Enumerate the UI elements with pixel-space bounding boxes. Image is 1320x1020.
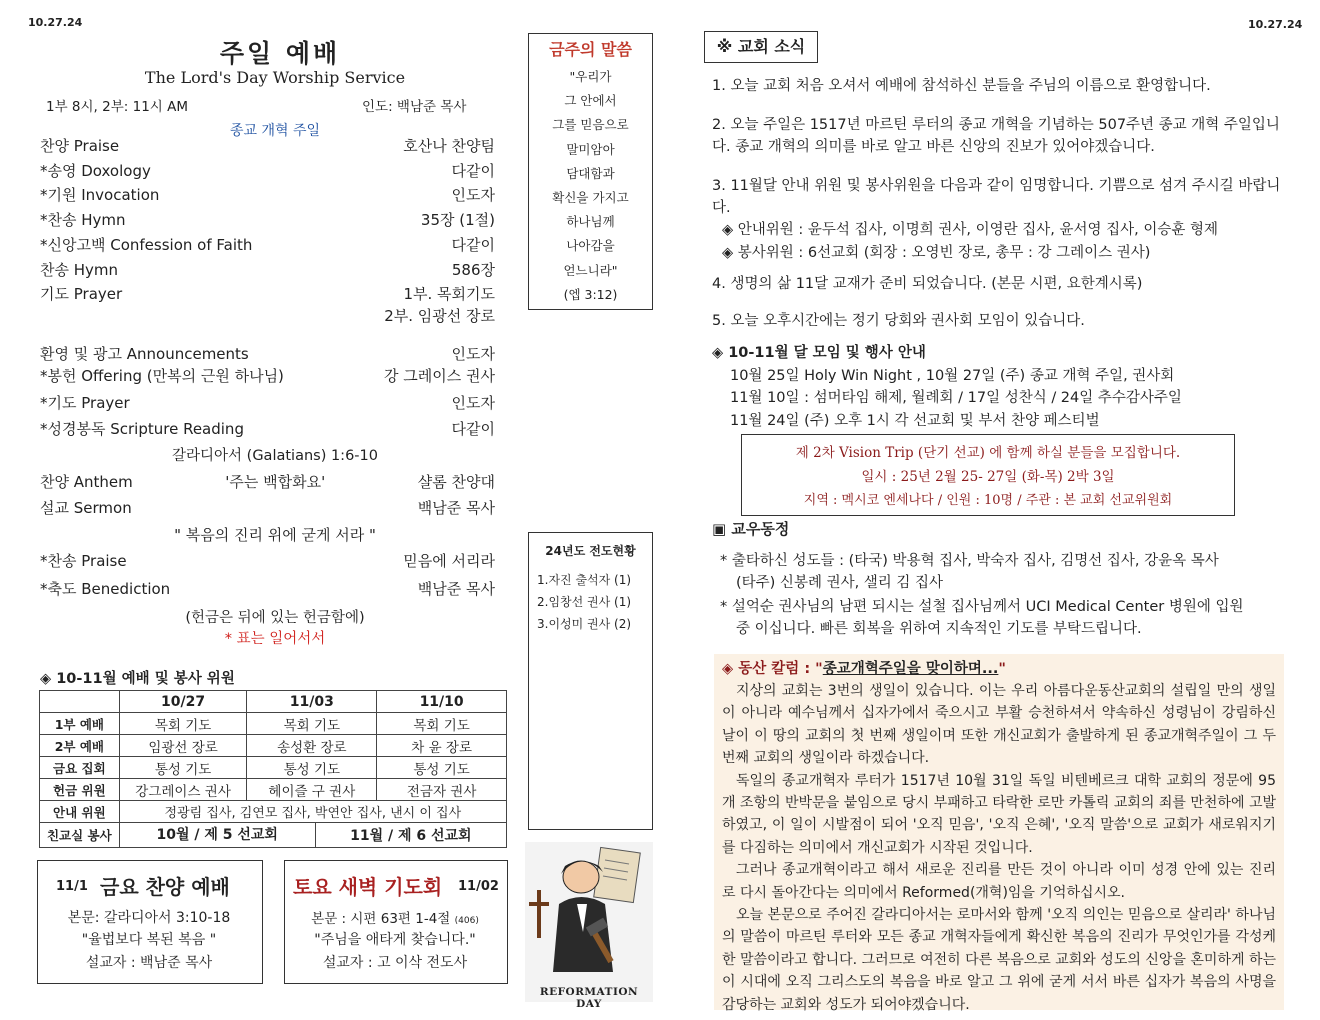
saturday-theme: "주님을 애타게 찾습니다." xyxy=(314,932,476,948)
reformation-day-illustration xyxy=(525,842,653,1010)
pastor-column xyxy=(714,654,1284,1013)
service-theme: 종교 개혁 주일 xyxy=(229,123,321,139)
friday-service-box xyxy=(37,860,263,984)
order-row: *기원 Invocation 인도자 xyxy=(40,186,495,204)
church-news-heading: ※ 교회 소식 xyxy=(704,31,818,63)
saturday-date: 11/02 xyxy=(458,879,499,894)
date-left: 10.27.24 xyxy=(28,16,83,29)
event-line: 10월 25일 Holy Win Night , 10월 27일 (주) 종교 개혁 주일, 권사회 xyxy=(730,368,1175,384)
duty-heading: ◈ 10-11월 예배 및 봉사 위원 xyxy=(40,671,235,687)
news-item: 5. 오늘 오후시간에는 정기 당회와 권사회 모임이 있습니다. xyxy=(712,313,1085,329)
weekly-verse-title: 금주의 말씀 xyxy=(549,40,632,59)
table-row: 안내 위원 정광림 집사, 김연모 집사, 박연안 집사, 낸시 이 집사 xyxy=(40,801,507,823)
members-line: 중 이십니다. 빠른 회복을 위하여 지속적인 기도를 부탁드립니다. xyxy=(736,621,1142,637)
event-line: 11월 24일 (주) 오후 1시 각 선교회 및 부서 찬양 페스티벌 xyxy=(730,413,1100,429)
evangelism-list xyxy=(537,569,652,635)
reformation-caption: REFORMATION DAY xyxy=(539,986,639,1010)
service-subtitle: The Lord's Day Worship Service xyxy=(144,68,406,87)
service-leader: 인도: 백남준 목사 xyxy=(362,99,467,115)
friday-text: 본문: 갈라디아서 3:10-18 xyxy=(67,910,231,926)
list-item: 2.임창선 권사 (1) xyxy=(537,595,632,609)
weekly-verse-text: "우리가 그 안에서 그를 믿음으로 말미암아 담대함과 확신을 가지고 하나님께 나아감을 얻느니라" (엡 3:12) xyxy=(552,69,629,302)
news-item: 3. 11월달 안내 위원 및 봉사위원을 다음과 같이 임명합니다. 기쁨으로 섬겨 주시길 바랍니다. xyxy=(712,178,1281,216)
order-row: *신앙고백 Confession of Faith 다같이 xyxy=(40,236,495,254)
events-heading: ◈ 10-11월 달 모임 및 행사 안내 xyxy=(712,345,926,361)
saturday-title: 토요 새벽 기도회 xyxy=(293,875,443,899)
order-row: 찬송 Hymn 586장 xyxy=(40,261,495,279)
luther-icon xyxy=(525,842,653,982)
table-row: 금요 집회 통성 기도 통성 기도 통성 기도 xyxy=(40,757,507,779)
vision-trip-box xyxy=(741,434,1235,516)
table-row: 2부 예배 임광선 장로 송성환 장로 차 윤 장로 xyxy=(40,735,507,757)
order-row: *송영 Doxology 다같이 xyxy=(40,162,495,180)
column-heading: ◈ 동산 칼럼 : "종교개혁주일을 맞이하며..." xyxy=(722,661,1006,677)
news-item: 1. 오늘 교회 처음 오셔서 예배에 참석하신 분들을 주님의 이름으로 환영합니다. xyxy=(712,78,1211,94)
news-ushers: ◈ 안내위원 : 윤두석 집사, 이명희 권사, 이영란 집사, 윤서영 집사, 이승훈 형제 xyxy=(722,222,1218,238)
list-item: 1.자진 출석자 (1) xyxy=(537,573,632,587)
members-line: * 설억순 권사님의 남편 되시는 설철 집사님께서 UCI Medical Center 병원에 입원 xyxy=(720,599,1244,615)
evangelism-title: 24년도 전도현황 xyxy=(545,544,636,558)
table-row: 친교실 봉사 10월 / 제 5 선교회 11월 / 제 6 선교회 xyxy=(40,823,507,848)
sermon-row: 설교 Sermon 백남준 목사 xyxy=(40,499,495,517)
sermon-title: " 복음의 진리 위에 굳게 서라 " xyxy=(174,526,376,544)
members-line: * 출타하신 성도들 : (타국) 박용혁 집사, 박숙자 집사, 김명선 집사, 강윤옥 목사 xyxy=(720,553,1219,569)
order-row: 기도 Prayer 1부. 목회기도 xyxy=(40,285,495,303)
friday-speaker: 설교자 : 백남준 목사 xyxy=(85,955,213,971)
table-row: 1부 예배 목회 기도 목회 기도 목회 기도 xyxy=(40,713,507,735)
news-item: 2. 오늘 주일은 1517년 마르틴 루터의 종교 개혁을 기념하는 507주년 종교 개혁 주일입니다. 종교 개혁의 의미를 바로 알고 바른 신앙의 진보가 있어야겠습니다. xyxy=(712,117,1280,155)
friday-title: 금요 찬양 예배 xyxy=(100,875,230,899)
order-row: *기도 Prayer 인도자 xyxy=(40,394,495,412)
order-row: *봉헌 Offering (만복의 근원 하나님) 강 그레이스 권사 xyxy=(40,367,495,385)
order-row: *성경봉독 Scripture Reading 다같이 xyxy=(40,420,495,438)
order-row: 2부. 임광선 장로 xyxy=(384,307,495,325)
friday-theme: "율법보다 복된 복음 " xyxy=(81,932,217,948)
duty-table: 10/27 11/03 11/10 1부 예배 목회 기도 목회 기도 목회 기도 2부 예배 임광선 장로 송성환 장로 차 윤 장로 금요 집회 통성 기도 통성 기도 통성 기도 헌금 위원 강그레이스 권사 헤이즐 구 권사 전금자 권사 안내 위원 정광림 집사, 김연모 집사, 박연안 집사, 낸시 이 집사 친교실 봉사 10월 / 제 5 선교회 11월 / 제 6 선교회 xyxy=(39,690,507,848)
order-row: 찬양 Praise 호산나 찬양팀 xyxy=(40,137,495,155)
saturday-speaker: 설교자 : 고 이삭 전도사 xyxy=(322,955,468,971)
anthem-row: 찬양 Anthem '주는 백합화요' 샬롬 찬양대 xyxy=(40,473,495,491)
news-servers: ◈ 봉사위원 : 6선교회 (회장 : 오영빈 장로, 총무 : 강 그레이스 권사) xyxy=(722,245,1151,261)
members-line: (타주) 신봉례 권사, 샐리 김 집사 xyxy=(736,575,944,591)
order-row: *찬송 Hymn 35장 (1절) xyxy=(40,211,495,229)
vision-trip-title: 제 2차 Vision Trip (단기 선교) 에 함께 하실 분들을 모집합니다. xyxy=(795,445,1181,461)
scripture-reference: 갈라디아서 (Galatians) 1:6-10 xyxy=(172,448,378,464)
evangelism-box xyxy=(528,532,653,830)
saturday-service-box xyxy=(284,860,508,984)
order-row: 환영 및 광고 Announcements 인도자 xyxy=(40,345,495,363)
news-item: 4. 생명의 삶 11달 교재가 준비 되었습니다. (본문 시편, 요한계시록) xyxy=(712,276,1143,292)
offering-note: (헌금은 뒤에 있는 헌금함에) xyxy=(185,610,365,626)
service-times: 1부 8시, 2부: 11시 AM xyxy=(46,99,188,115)
date-right: 10.27.24 xyxy=(1248,18,1303,31)
order-row: *축도 Benediction 백남준 목사 xyxy=(40,580,495,598)
column-body: 지상의 교회는 3번의 생일이 있습니다. 이는 우리 아름다운동산교회의 설립일 만의 생일이 아니라 예수님께서 십자가에서 죽으시고 부활 승천하셔서 약속하신 성령님이 강림하신 날이 이 땅의 교회의 첫 번째 생일이며 또한 개신교회가 출발하게 된 종교개혁주일이 그 두 번째 교회의 생일이라 하겠습니다. 독일의 종교개혁자 루터가 1517년 10월 31일 독일 비텐베르크 대학 교회의 정문에 95개 조항의 반박문을 붙임으로 당시 부패하고 타락한 로만 카톨릭 교회의 죄를 만천하에 고발하였고, 이 일이 시발점이 되어 '오직 믿음', '오직 은혜', '오직 말씀'으로 교회가 새로워지기를 다짐하는 의미에서 개신교회가 시작된 것입니다. 그러나 종교개혁이라고 해서 새로운 진리를 만든 것이 아니라 이미 성경 안에 있는 진리로 다시 돌아간다는 의미에서 Reformed(개혁)임을 기억하십시오. 오늘 본문으로 주어진 갈라디아서는 로마서와 함께 '오직 의인는 믿음으로 살리라' 하나님의 말씀이 마르틴 루터와 모든 종교 개혁자들에게 확신한 복음의 진리가 무엇인가를 각성케 한 말씀이라고 합니다. 그러므로 여전히 다른 복음으로 교회와 성도의 신앙을 혼미하게 하는 이 시대에 오직 그리스도의 복음을 바로 알고 그 위에 굳게 서서 바른 십자가 복음의 사명을 감당하는 교회와 성도가 되어야겠습니다. xyxy=(722,683,1276,1013)
event-line: 11월 10일 : 섬머타임 해제, 월례회 / 17일 성찬식 / 24일 추수감사주일 xyxy=(730,390,1182,406)
members-heading: ▣ 교우동정 xyxy=(712,520,790,538)
table-row: 헌금 위원 강그레이스 권사 헤이즐 구 권사 전금자 권사 xyxy=(40,779,507,801)
service-title: 주일 예배 xyxy=(219,39,341,68)
weekly-verse-box xyxy=(528,33,653,310)
vision-trip-location: 지역 : 멕시코 엔세나다 / 인원 : 10명 / 주관 : 본 교회 선교위원회 xyxy=(803,493,1173,508)
order-row: *찬송 Praise 믿음에 서리라 xyxy=(40,552,495,570)
saturday-text-line: 본문 : 시편 63편 1-4절 (406) xyxy=(311,911,479,927)
vision-trip-dates: 일시 : 25년 2월 25- 27일 (화-목) 2박 3일 xyxy=(861,469,1115,485)
standing-note: * 표는 일어서서 xyxy=(224,631,326,647)
list-item: 3.이성미 권사 (2) xyxy=(537,617,632,631)
friday-date: 11/1 xyxy=(56,879,88,894)
